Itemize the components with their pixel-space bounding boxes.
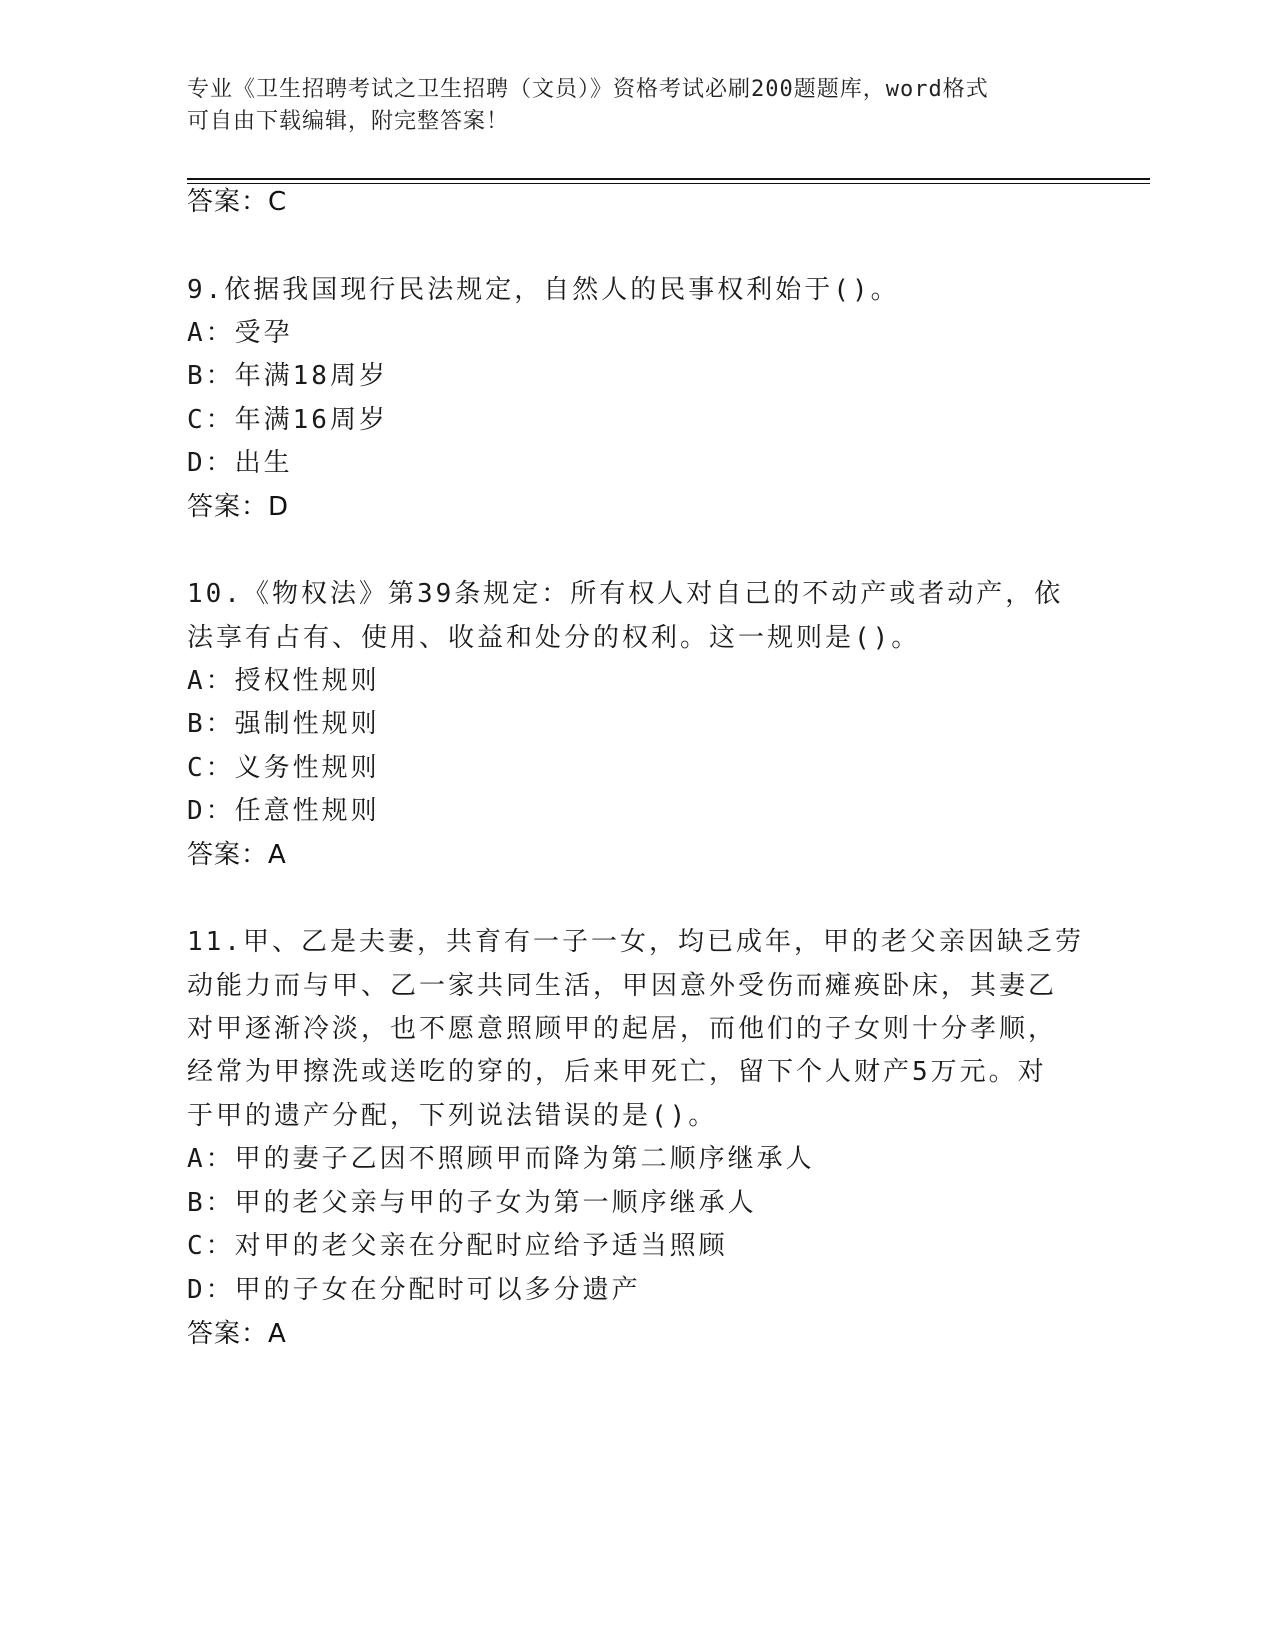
question-9-option-b: B：年满18周岁 (187, 361, 388, 391)
header-divider-secondary (187, 183, 1150, 184)
question-11-option-c: C：对甲的老父亲在分配时应给予适当照顾 (187, 1231, 728, 1261)
question-10-option-d: D：任意性规则 (187, 796, 380, 826)
header-line-2: 可自由下载编辑，附完整答案！ (187, 109, 510, 134)
question-10-option-a: A：授权性规则 (187, 666, 380, 696)
header-divider (187, 178, 1150, 180)
document-header (187, 74, 1067, 138)
question-11-answer: 答案：A (187, 1319, 287, 1349)
question-11-option-b: B：甲的老父亲与甲的子女为第一顺序继承人 (187, 1188, 757, 1218)
question-11-stem-line-1: 11.甲、乙是夫妻，共育有一子一女，均已成年，甲的老父亲因缺乏劳 (187, 927, 1084, 957)
question-11-stem-line-5: 于甲的遗产分配，下列说法错误的是()。 (187, 1101, 718, 1131)
header-line-1: 专业《卫生招聘考试之卫生招聘（文员）》资格考试必刷200题题库，word格式 (187, 77, 989, 102)
question-10-stem-line-1: 10.《物权法》第39条规定：所有权人对自己的不动产或者动产，依 (187, 579, 1064, 609)
question-11-option-d: D：甲的子女在分配时可以多分遗产 (187, 1275, 641, 1305)
question-11-stem-line-4: 经常为甲擦洗或送吃的穿的，后来甲死亡，留下个人财产5万元。对 (187, 1057, 1047, 1087)
question-10-answer: 答案：A (187, 840, 287, 870)
question-11-stem-line-3: 对甲逐渐冷淡，也不愿意照顾甲的起居，而他们的子女则十分孝顺， (187, 1014, 1058, 1044)
question-9-option-a: A：受孕 (187, 318, 293, 348)
question-9-answer: 答案：D (187, 492, 290, 522)
question-9-option-d: D：出生 (187, 448, 293, 478)
question-10-option-b: B：强制性规则 (187, 709, 380, 739)
question-11-option-a: A：甲的妻子乙因不照顾甲而降为第二顺序继承人 (187, 1144, 815, 1174)
question-9-option-c: C：年满16周岁 (187, 405, 388, 435)
question-10-stem-line-2: 法享有占有、使用、收益和处分的权利。这一规则是()。 (187, 623, 921, 653)
previous-answer: 答案：C (187, 187, 288, 217)
question-9-stem: 9.依据我国现行民法规定，自然人的民事权利始于()。 (187, 275, 900, 305)
question-10-option-c: C：义务性规则 (187, 753, 380, 783)
question-11-stem-line-2: 动能力而与甲、乙一家共同生活，甲因意外受伤而瘫痪卧床，其妻乙 (187, 971, 1058, 1001)
